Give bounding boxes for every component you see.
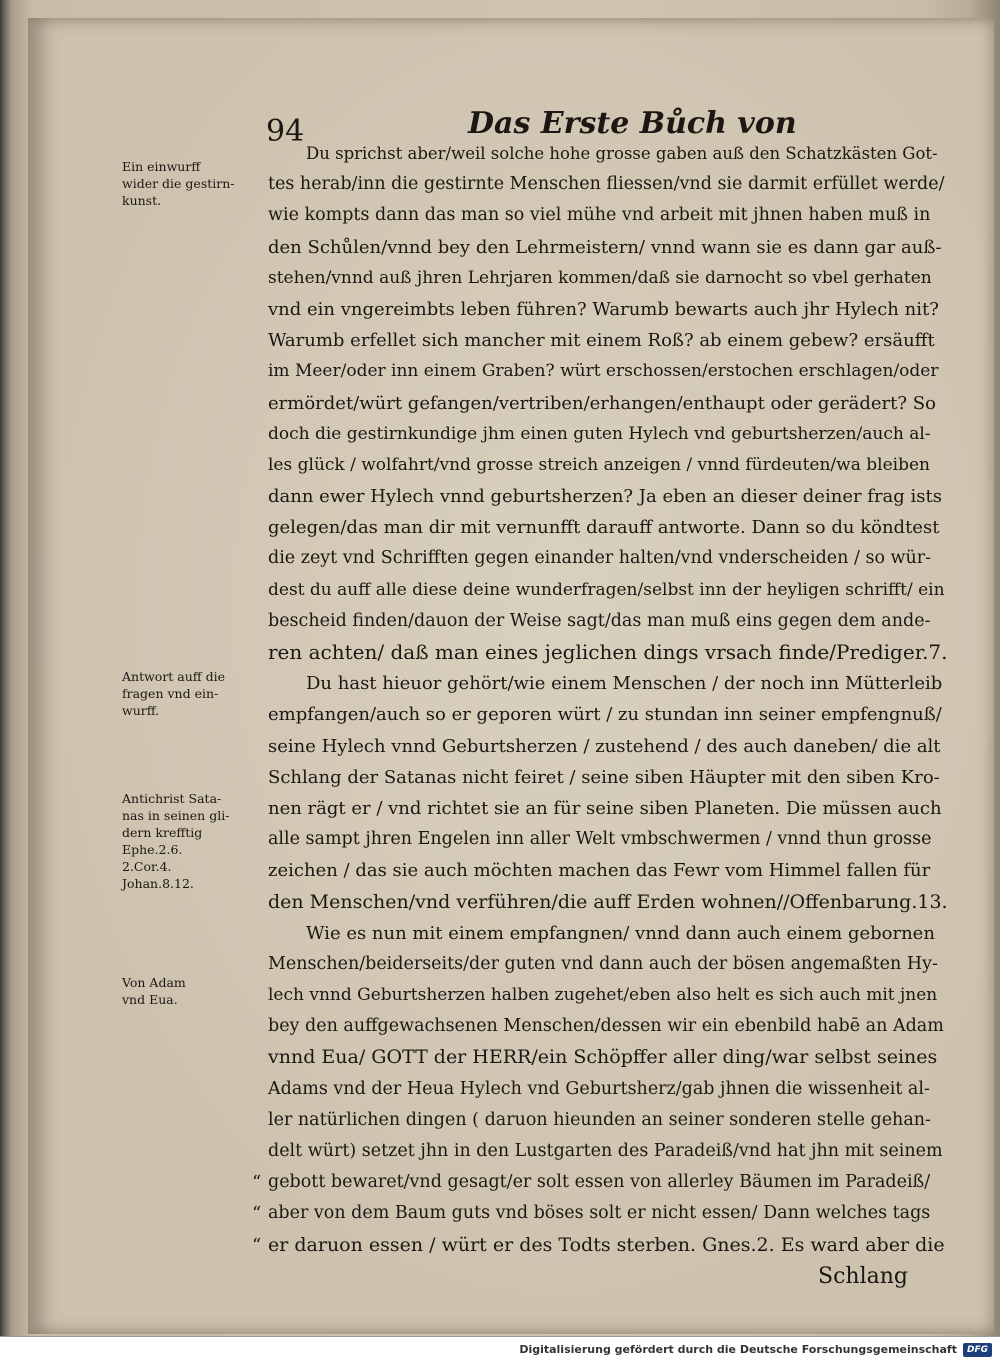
marginal-note-line: fragen vnd ein-: [122, 686, 219, 701]
text-line: [268, 1074, 948, 1105]
text-line: [268, 325, 948, 356]
marginal-note-line: dern krefftig: [122, 825, 203, 840]
text-line: [268, 1136, 948, 1167]
text-line-content: vnnd Eua/ GOTT der HERR/ein Schöpffer aller ding/war selbst seines: [268, 1046, 938, 1069]
text-line: [268, 263, 948, 294]
dfg-logo-icon: DFG: [963, 1343, 992, 1357]
text-line-content: empfangen/auch so er geporen würt / zu stundan inn seiner empfengnuß/: [268, 704, 942, 726]
text-line-content: bey den auffgewachsenen Menschen/dessen wir ein ebenbild habē an Adam: [268, 1016, 944, 1037]
text-line: [268, 543, 948, 574]
text-line: [252, 1230, 948, 1261]
text-line-content: tes herab/inn die gestirnte Menschen fliessen/vnd sie darmit erfüllet werde/: [268, 174, 945, 195]
text-line-content: Menschen/beiderseits/der guten vnd dann auch der bösen angemaßten Hy-: [268, 953, 938, 974]
text-line-content: seine Hylech vnnd Geburtsherzen / zustehend / des auch daneben/ die alt: [268, 735, 941, 757]
text-line-content: den Menschen/vnd verführen/die auff Erden wohnen//Offenbarung.13.: [268, 890, 948, 913]
text-line-content: nen rägt er / vnd richtet sie an für seine siben Planeten. Die müssen auch: [268, 797, 942, 819]
text-line: [268, 793, 948, 824]
text-line-content: er daruon essen / würt er des Todts sterben. Gnes.2. Es ward aber die: [268, 1233, 945, 1256]
marginal-note-line: Antichrist Sata-: [122, 791, 222, 806]
text-line: [268, 949, 948, 980]
marginal-note-line: Von Adam: [122, 975, 186, 990]
marginal-note-line: Johan.8.12.: [122, 876, 194, 891]
text-line: [252, 1167, 948, 1198]
text-line: [268, 731, 948, 762]
text-line-content: zeichen / das sie auch möchten machen das Fewr vom Himmel fallen für: [268, 860, 931, 882]
text-line-content: doch die gestirnkundige jhm einen guten Hylech vnd geburtsherzen/auch al-: [268, 423, 931, 444]
text-line: [268, 356, 948, 387]
text-line: [268, 918, 948, 949]
text-line-content: ermördet/würt gefangen/vertriben/erhangen/enthaupt oder gerädert? So: [268, 392, 936, 414]
text-line: [252, 1198, 948, 1229]
text-line-content: Schlang der Satanas nicht feiret / seine siben Häupter mit den siben Kro-: [268, 766, 940, 788]
text-line: [268, 575, 948, 606]
text-line: [268, 481, 948, 512]
marginal-note-line: Ein einwurff: [122, 159, 201, 174]
marginal-note-line: kunst.: [122, 193, 162, 208]
marginal-note-line: nas in seinen gli-: [122, 808, 230, 823]
text-line: [268, 606, 948, 637]
quote-mark: “: [252, 1172, 262, 1194]
text-line-content: die zeyt vnd Schrifften gegen einander halten/vnd vnderscheiden / so wür-: [268, 548, 932, 569]
marginal-note-line: 2.Cor.4.: [122, 859, 172, 874]
marginal-note-line: Ephe.2.6.: [122, 842, 183, 857]
text-line-content: ren achten/ daß man eines jeglichen dings vrsach finde/Prediger.7.: [268, 640, 948, 664]
text-line-content: Du hast hieuor gehört/wie einem Menschen / der noch inn Mütterleib: [306, 673, 943, 695]
text-line: [268, 1042, 948, 1073]
text-line-content: gelegen/das man dir mit vernunfft darauff antworte. Dann so du köndtest: [268, 517, 940, 539]
running-head: Das Erste Bůch von: [468, 106, 797, 141]
text-line-content: Schlang: [818, 1263, 908, 1289]
marginal-note: [122, 158, 264, 209]
text-line-content: delt würt) setzet jhn in den Lustgarten des Paradeiß/vnd hat jhn mit seinem: [268, 1141, 943, 1161]
marginal-note: [122, 974, 264, 1008]
text-line-content: lech vnnd Geburtsherzen halben zugehet/eben also helt es sich auch mit jnen: [268, 985, 938, 1006]
marginal-note-line: vnd Eua.: [122, 992, 178, 1007]
text-line-content: Warumb erfellet sich mancher mit einem Roß? ab einem gebew? ersäufft: [268, 330, 935, 352]
text-line: [268, 1105, 948, 1136]
text-line: [268, 762, 948, 793]
text-line-content: Adams vnd der Heua Hylech vnd Geburtsherz/gab jhnen die wissenheit al-: [268, 1078, 930, 1099]
text-line: [268, 419, 948, 450]
text-line-content: dann ewer Hylech vnnd geburtsherzen? Ja eben an dieser deiner frag ists: [268, 486, 942, 508]
text-line: [268, 668, 948, 699]
quote-mark: “: [252, 1203, 262, 1225]
body-text: [252, 138, 948, 1292]
text-line: [268, 1011, 948, 1042]
page-number: 94: [266, 114, 305, 149]
text-line: [268, 232, 948, 263]
text-line-content: Du sprichst aber/weil solche hohe grosse gaben auß den Schatzkästen Got-: [306, 144, 938, 163]
text-line: [268, 887, 948, 918]
text-line-content: les glück / wolfahrt/vnd grosse streich anzeigen / vnnd fürdeuten/wa bleiben: [268, 454, 930, 475]
marginal-note: [122, 668, 264, 719]
quote-mark: “: [252, 1234, 262, 1256]
text-line-content: gebott bewaret/vnd gesagt/er solt essen von allerley Bäumen im Paradeiß/: [268, 1172, 931, 1193]
text-line: [268, 169, 948, 200]
text-line: [268, 699, 948, 730]
text-line: [268, 138, 948, 169]
text-line: [268, 388, 948, 419]
marginal-note-line: wider die gestirn-: [122, 176, 235, 191]
text-line-content: ler natürlichen dingen ( daruon hieunden an seiner sonderen stelle gehan-: [268, 1109, 931, 1130]
text-line: [268, 1261, 948, 1292]
text-line: [268, 980, 948, 1011]
text-line-content: wie kompts dann das man so viel mühe vnd arbeit mit jhnen haben muß in: [268, 205, 931, 226]
text-line: [268, 824, 948, 855]
text-line-content: im Meer/oder inn einem Graben? würt erschossen/erstochen erschlagen/oder: [268, 361, 939, 382]
text-line: [268, 200, 948, 231]
text-line-content: aber von dem Baum guts vnd böses solt er nicht essen/ Dann welches tags: [268, 1203, 931, 1224]
text-line-content: alle sampt jhren Engelen inn aller Welt vmbschwermen / vnnd thun grosse: [268, 829, 932, 850]
marginal-note: [122, 790, 264, 892]
text-line: [268, 512, 948, 543]
text-line-content: dest du auff alle diese deine wunderfragen/selbst inn der heyligen schrifft/ ein: [268, 579, 945, 600]
footer-bar: [0, 1336, 1000, 1362]
text-line-content: den Schůlen/vnnd bey den Lehrmeistern/ vnnd wann sie es dann gar auß-: [268, 236, 942, 258]
text-line-content: bescheid finden/dauon der Weise sagt/das man muß eins gegen dem ande-: [268, 610, 931, 631]
text-line: [268, 855, 948, 886]
text-line-content: vnd ein vngereimbts leben führen? Warumb bewarts auch jhr Hylech nit?: [268, 298, 939, 320]
text-line: [268, 637, 948, 668]
text-line: [268, 450, 948, 481]
footer-credit: Digitalisierung gefördert durch die Deutsche Forschungsgemeinschaft: [519, 1343, 957, 1356]
text-line-content: Wie es nun mit einem empfangnen/ vnnd dann auch einem gebornen: [306, 922, 935, 944]
text-line-content: stehen/vnnd auß jhren Lehrjaren kommen/daß sie darnocht so vbel gerhaten: [268, 267, 932, 288]
text-line: [268, 294, 948, 325]
marginal-note-line: Antwort auff die: [122, 669, 226, 684]
marginal-note-line: wurff.: [122, 703, 160, 718]
